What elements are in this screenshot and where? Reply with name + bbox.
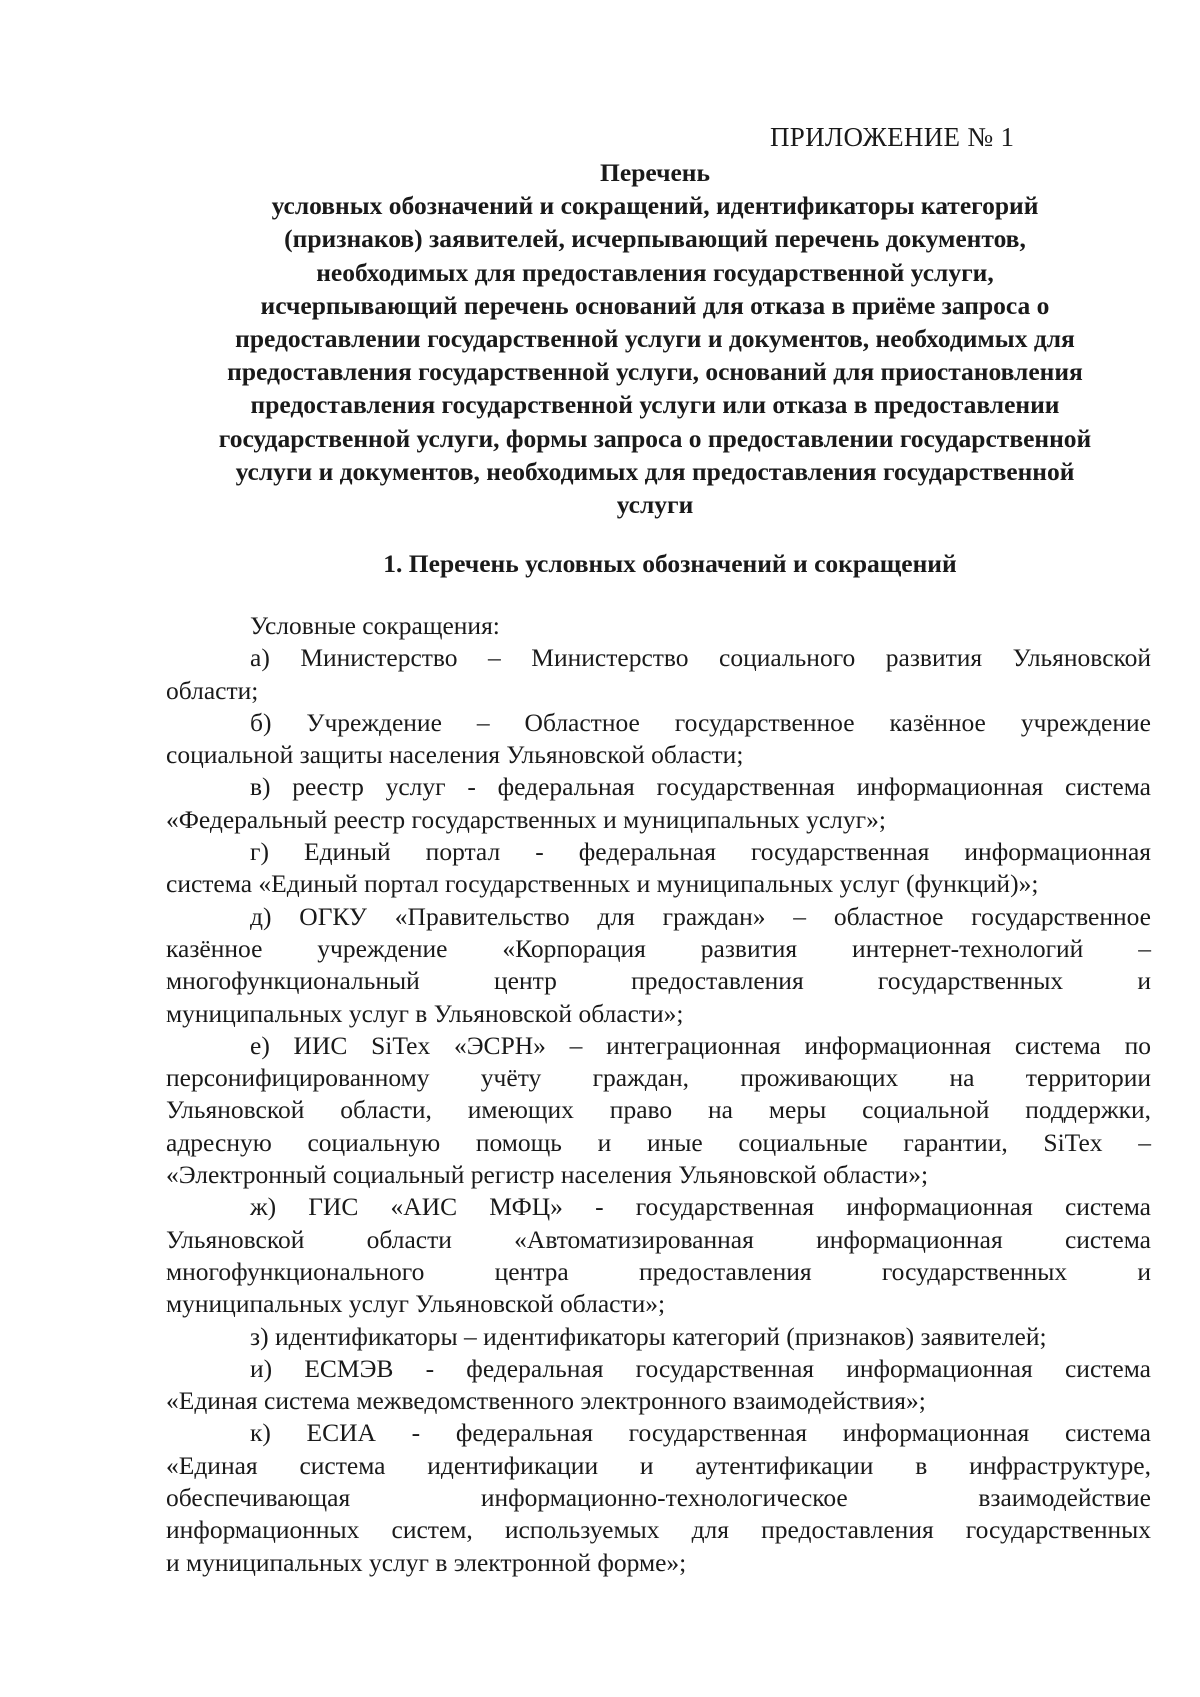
item-line: а) Министерство – Министерство социального развития Ульяновской bbox=[250, 643, 1151, 673]
section-heading: 1. Перечень условных обозначений и сокращений bbox=[383, 549, 957, 578]
abbreviation-item bbox=[166, 836, 1151, 901]
title-line: условных обозначений и сокращений, идентификаторы категорий bbox=[271, 191, 1039, 221]
item-line: Ульяновской области «Автоматизированная информационная система bbox=[166, 1224, 1151, 1254]
item-line: д) ОГКУ «Правительство для граждан» – областное государственное bbox=[250, 901, 1151, 931]
title-line: (признаков) заявителей, исчерпывающий перечень документов, bbox=[284, 224, 1026, 254]
item-line: «Электронный социальный регистр населения Ульяновской области»; bbox=[166, 1160, 929, 1190]
item-line: казённое учреждение «Корпорация развития интернет-технологий – bbox=[166, 933, 1151, 963]
title-line: государственной услуги, формы запроса о предоставлении государственной bbox=[218, 423, 1092, 453]
item-line: муниципальных услуг Ульяновской области»; bbox=[166, 1289, 666, 1319]
item-line: информационных систем, используемых для предоставления государственных bbox=[166, 1515, 1151, 1545]
title-line: услуги bbox=[616, 490, 694, 520]
item-line: ж) ГИС «АИС МФЦ» - государственная информационная система bbox=[250, 1192, 1151, 1222]
item-line: «Федеральный реестр государственных и муниципальных услуг»; bbox=[166, 804, 886, 834]
abbreviation-item bbox=[166, 642, 1151, 707]
abbreviations-intro: Условные сокращения: bbox=[250, 611, 500, 640]
item-line: б) Учреждение – Областное государственное казённое учреждение bbox=[250, 707, 1151, 737]
abbreviation-item bbox=[166, 1321, 1151, 1353]
item-line: г) Единый портал - федеральная государственная информационная bbox=[250, 837, 1151, 867]
item-line: система «Единый портал государственных и муниципальных услуг (функций)»; bbox=[166, 869, 1039, 899]
title-line: исчерпывающий перечень оснований для отказа в приёме запроса о bbox=[260, 290, 1050, 320]
item-line: адресную социальную помощь и иные социальные гарантии, SiTex – bbox=[166, 1127, 1151, 1157]
appendix-label: ПРИЛОЖЕНИЕ № 1 bbox=[770, 122, 1015, 152]
abbreviation-item bbox=[166, 1030, 1151, 1191]
title-line: предоставления государственной услуги, оснований для приостановления bbox=[227, 357, 1083, 387]
title-line: предоставления государственной услуги или отказа в предоставлении bbox=[250, 390, 1060, 420]
item-line: социальной защиты населения Ульяновской области; bbox=[166, 740, 744, 770]
title-line: предоставлении государственной услуги и документов, необходимых для bbox=[235, 324, 1075, 354]
abbreviation-item bbox=[166, 707, 1151, 772]
item-line: муниципальных услуг в Ульяновской области»; bbox=[166, 998, 684, 1028]
title-line: услуги и документов, необходимых для предоставления государственной bbox=[235, 456, 1075, 486]
abbreviation-item bbox=[166, 901, 1151, 1030]
item-line: многофункциональный центр предоставления государственных и bbox=[166, 966, 1151, 996]
abbreviation-item bbox=[166, 1353, 1151, 1418]
item-line: «Единая система идентификации и аутентификации в инфраструктуре, bbox=[166, 1450, 1151, 1480]
title-line: Перечень bbox=[600, 158, 710, 187]
item-line: персонифицированному учёту граждан, проживающих на территории bbox=[166, 1063, 1151, 1093]
document-title bbox=[170, 156, 1140, 521]
item-line: и муниципальных услуг в электронной форме»; bbox=[166, 1547, 687, 1577]
item-line: з) идентификаторы – идентификаторы категорий (признаков) заявителей; bbox=[250, 1321, 1047, 1351]
title-line: необходимых для предоставления государственной услуги, bbox=[316, 257, 994, 287]
abbreviation-item bbox=[166, 1191, 1151, 1320]
item-line: к) ЕСИА - федеральная государственная информационная система bbox=[250, 1418, 1151, 1448]
abbreviations-list bbox=[166, 610, 1151, 1579]
item-line: в) реестр услуг - федеральная государственная информационная система bbox=[250, 772, 1151, 802]
item-line: области; bbox=[166, 675, 259, 705]
abbreviation-item bbox=[166, 1417, 1151, 1578]
item-line: многофункционального центра предоставления государственных и bbox=[166, 1256, 1151, 1286]
item-line: обеспечивающая информационно-технологическое взаимодействие bbox=[166, 1483, 1151, 1513]
abbreviation-item bbox=[166, 771, 1151, 836]
item-line: Ульяновской области, имеющих право на меры социальной поддержки, bbox=[166, 1095, 1151, 1125]
item-line: «Единая система межведомственного электронного взаимодействия»; bbox=[166, 1386, 926, 1416]
item-line: и) ЕСМЭВ - федеральная государственная информационная система bbox=[250, 1353, 1151, 1383]
item-line: е) ИИС SiTex «ЭСРН» – интеграционная информационная система по bbox=[250, 1030, 1151, 1060]
